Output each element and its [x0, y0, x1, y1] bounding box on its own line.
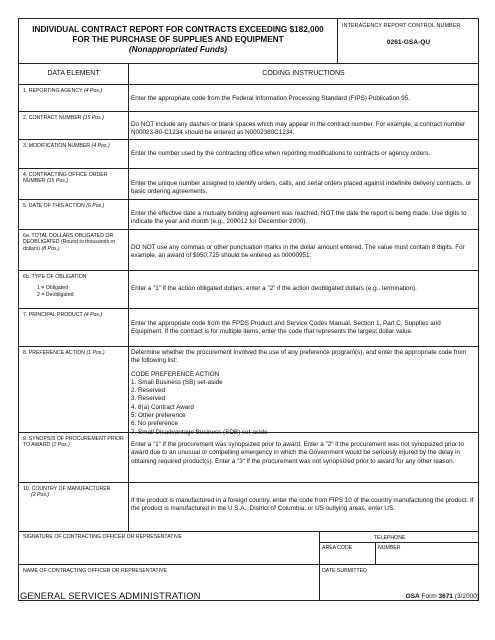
preference-code-item: 2. Reserved [131, 387, 165, 395]
form-gsa: GSA [405, 593, 420, 600]
area-code-divider [375, 542, 376, 564]
area-code-field[interactable]: AREA CODE [322, 545, 353, 551]
preference-code-item: 3. Reserved [131, 395, 165, 403]
coding-instruction: DO NOT use any commas or other punctuation marks in the dollar amount entered. The value must contain 8 digits. For example, an award of $950,725 should be entered as 00000951. [131, 244, 465, 260]
data-element-cell [19, 169, 129, 199]
contract-report-form [18, 18, 479, 601]
control-number-value: 0261-GSA-QU [386, 39, 431, 46]
agency-name: GENERAL SERVICES ADMINISTRATION [20, 591, 201, 601]
preference-list-title: CODE PREFERENCE ACTION [131, 370, 220, 378]
title-line-1: INDIVIDUAL CONTRACT REPORT FOR CONTRACTS EXCEEDING $182,000 [32, 25, 324, 34]
obligation-options [37, 285, 125, 298]
data-element-cell [19, 200, 129, 229]
coding-instruction: Enter the effective date a mutually binding agreement was reached, NOT the date the report is being made. Use digits to indicate the year and month (e.g., 200012 for December 2000). [131, 210, 467, 226]
element-size: (8 Pos.) [41, 245, 60, 252]
data-element-cell [19, 483, 129, 531]
signature-block [19, 532, 478, 600]
element-size: (1 Pos.) [51, 442, 70, 449]
data-element-cell [19, 309, 129, 346]
title-line-3: (Nonappropriated Funds) [128, 45, 228, 54]
element-label: 5. DATE OF THIS ACTION [23, 203, 85, 209]
preference-code-item: 6. No preference [131, 420, 178, 428]
control-number-box [337, 19, 479, 63]
element-label: 6b. TYPE OF OBLIGATION [23, 274, 87, 280]
coding-instruction: Enter the unique number assigned to identify orders, calls, and serial orders placed against indefinite delivery contracts, or basic ordering agreements. [131, 180, 472, 196]
data-element-cell [19, 112, 129, 139]
form-id: 3671 [438, 593, 453, 600]
data-element-cell [19, 271, 129, 308]
element-size: (4 Pos.) [91, 143, 110, 149]
element-size: (15 Pos.) [82, 115, 104, 121]
data-element-cell [19, 140, 129, 168]
element-size: (1 Pos.) [86, 350, 105, 356]
data-element-cell [19, 230, 129, 270]
row-modification-number [19, 140, 478, 169]
element-label: 6a. TOTAL DOLLARS OBLIGATED OR DEOBLIGATED (Round to thousands or dollars) [23, 233, 116, 252]
form-number [406, 593, 479, 600]
preference-code-list [131, 371, 474, 437]
form-header [19, 19, 478, 64]
row-date-of-action [19, 200, 478, 230]
element-label: 3. MODIFICATION NUMBER [23, 143, 91, 149]
preference-code-item: 7. Small Disadvantage Business (SDB) set-aside [131, 428, 268, 436]
row-country-of-manufacturer [19, 483, 478, 532]
row-contract-number [19, 112, 478, 140]
preference-code-item: 5. Other preference [131, 412, 186, 420]
row-type-of-obligation [19, 271, 478, 309]
signature-label: SIGNATURE OF CONTRACTING OFFICER OR REPRESENTATIVE [23, 534, 182, 540]
element-label: 9. SYNOPSIS OF PROCUREMENT PRIOR TO AWARD [23, 436, 124, 449]
coding-instruction: Enter a "1" if the action obligated dollars; enter a "2" if the action deobligated dollars (e.g., termination). [131, 285, 417, 292]
column-header-coding-instructions: CODING INSTRUCTIONS [129, 63, 478, 85]
signature-row-divider [19, 564, 478, 565]
telephone-underline [319, 542, 478, 543]
coding-instruction: Enter the number used by the contracting office when reporting modifications to contracts or agency orders. [131, 150, 431, 157]
coding-instruction [131, 349, 474, 437]
row-total-dollars [19, 230, 478, 271]
row-preference-action [19, 347, 478, 436]
coding-instruction: Enter a "1" if the procurement was synopsized prior to award. Enter a "2" if the procurement was not synopsized prior to award due to an unusual or compelling emergency in which the Government would be seriously injured by the delay in obtaining required product(s). Enter a "3" if the procurement was not synopsized prior to award for any other reason. [131, 441, 465, 465]
coding-instruction: Do NOT include any dashes or blank spaces which may appear in the contract number. For example, a contract number N00023-80-C1234 should be entered as N0002380C1234. [131, 121, 466, 137]
element-size: (6 Pos.) [86, 203, 105, 209]
coding-instruction: Enter the appropriate code from the Federal Information Processing Standard (FIPS) Publication 95. [131, 95, 410, 102]
element-label: 8. PREFERENCE ACTION [23, 350, 85, 356]
row-principal-product [19, 309, 478, 347]
preference-code-item: 1. Small Business (SB) set-aside [131, 378, 223, 386]
telephone-label: TELEPHONE [374, 535, 406, 541]
element-label: 2. CONTRACT NUMBER [23, 115, 82, 121]
element-label: 10. COUNTRY OF MANUFACTURER [23, 486, 111, 492]
row-reporting-agency [19, 85, 478, 112]
element-label: 7. PRINCIPAL PRODUCT [23, 312, 83, 318]
element-label: 4. CONTRACTING OFFICE ORDER NUMBER [23, 172, 108, 185]
phone-number-field[interactable]: NUMBER [378, 545, 401, 551]
option-obligated: 1 = Obligated [37, 285, 69, 292]
element-size: (4 Pos.) [83, 88, 103, 94]
column-header-data-element: DATA ELEMENT [19, 63, 129, 85]
element-size: (15 Pos.) [46, 178, 68, 185]
option-deobligated: 2 = Deobligated [37, 291, 74, 298]
data-element-cell [19, 85, 129, 111]
control-number-label: INTERAGENCY REPORT CONTROL NUMBER [342, 23, 461, 29]
preference-intro: Determine whether the procurement involved the use of any preference program(s), and enter the appropriate code from the following list: [131, 349, 467, 365]
row-synopsis-of-procurement [19, 433, 478, 483]
coding-instruction: If the product is manufactured in a foreign country, enter the code from FIPS 10 of the country manufacturing the product. If the product is manufactured in the U.S.A., District of Columbia, or US outlying areas, enter US. [131, 497, 474, 513]
preference-code-item: 4. 8(a) Contract Award [131, 403, 194, 411]
element-size: (2 Pos.) [31, 492, 50, 499]
form-word: Form [421, 593, 437, 600]
officer-name-field[interactable]: NAME OF CONTRACTING OFFICER OR REPRESENTATIVE [23, 568, 167, 574]
title-line-2: FOR THE PURCHASE OF SUPPLIES AND EQUIPMENT [72, 35, 284, 44]
form-revision: (3/2000) [454, 593, 479, 600]
row-contracting-office-order [19, 169, 478, 200]
coding-instruction: Enter the appropriate code from the FPDS Product and Service Codes Manual, Section 1, Part C, Supplies and Equipment. If the contract is for multiple items, enter the code that represents the largest dollar value. [131, 320, 441, 336]
element-label: 1. REPORTING AGENCY [23, 88, 83, 94]
form-title [19, 25, 337, 55]
date-submitted-field[interactable]: DATE SUBMITTED [322, 568, 367, 574]
element-size: (4 Pos.) [84, 312, 103, 318]
data-element-cell [19, 433, 129, 482]
data-element-cell [19, 347, 129, 432]
